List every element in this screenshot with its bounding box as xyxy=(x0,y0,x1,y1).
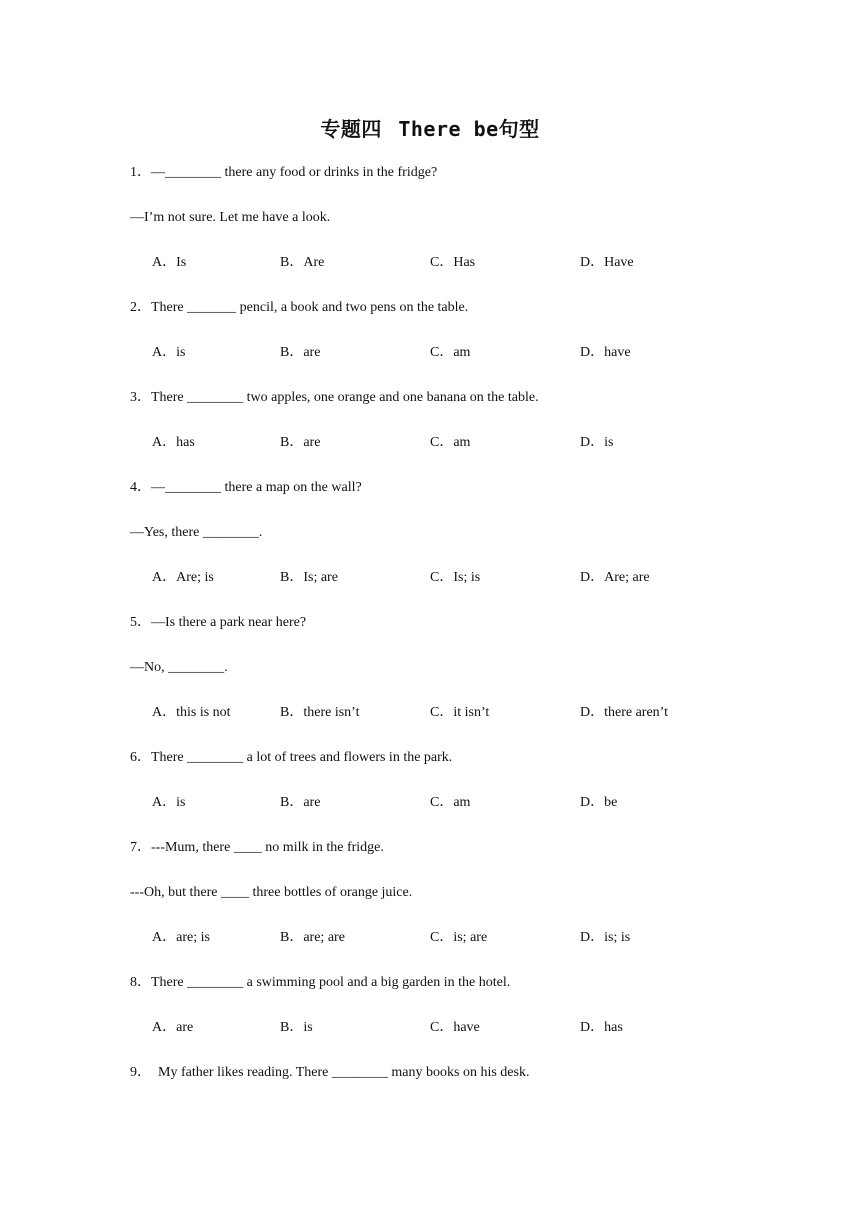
question-7-option-c: C．is; are xyxy=(430,930,488,945)
question-7-option-b: B．are; are xyxy=(280,930,345,945)
question-1-option-a: A．Is xyxy=(152,255,187,270)
question-2-option-c: C．am xyxy=(430,345,471,360)
question-8-option-b: B．is xyxy=(280,1020,313,1035)
question-3-option-a: A．has xyxy=(152,435,195,450)
question-8-option-c: C．have xyxy=(430,1020,480,1035)
question-6-option-d: D．be xyxy=(580,795,618,810)
question-4-line-1: 4．—________ there a map on the wall? xyxy=(130,480,362,495)
title-zh-prefix: 专题四 xyxy=(320,119,382,141)
question-4-option-c: C．Is; is xyxy=(430,570,481,585)
question-5-option-a: A．this is not xyxy=(152,705,231,720)
title-en: There be xyxy=(398,117,499,141)
question-7-line-2: ---Oh, but there ____ three bottles of orange juice. xyxy=(130,885,413,900)
question-9-line-1: 9． My father likes reading. There ________ many books on his desk. xyxy=(130,1065,530,1080)
question-7-option-a: A．are; is xyxy=(152,930,210,945)
question-6-option-b: B．are xyxy=(280,795,321,810)
question-1-option-c: C．Has xyxy=(430,255,476,270)
question-7-line-1: 7．---Mum, there ____ no milk in the fridge. xyxy=(130,840,384,855)
question-8-line-1: 8．There ________ a swimming pool and a big garden in the hotel. xyxy=(130,975,511,990)
question-2-option-d: D．have xyxy=(580,345,631,360)
question-3-line-1: 3．There ________ two apples, one orange and one banana on the table. xyxy=(130,390,539,405)
question-5-line-2: —No, ________. xyxy=(130,660,228,675)
question-1-line-1: 1．—________ there any food or drinks in the fridge? xyxy=(130,165,438,180)
question-4-option-a: A．Are; is xyxy=(152,570,214,585)
question-5-option-d: D．there aren’t xyxy=(580,705,668,720)
question-6-line-1: 6．There ________ a lot of trees and flowers in the park. xyxy=(130,750,453,765)
question-5-option-b: B．there isn’t xyxy=(280,705,360,720)
question-1-option-d: D．Have xyxy=(580,255,634,270)
question-2-option-a: A．is xyxy=(152,345,186,360)
title-zh-suffix: 句型 xyxy=(498,119,540,141)
question-6-option-a: A．is xyxy=(152,795,186,810)
question-1-option-b: B．Are xyxy=(280,255,325,270)
page-title xyxy=(0,113,860,142)
question-7-option-d: D．is; is xyxy=(580,930,631,945)
question-4-option-b: B．Is; are xyxy=(280,570,338,585)
question-8-option-a: A．are xyxy=(152,1020,194,1035)
question-2-line-1: 2．There _______ pencil, a book and two pens on the table. xyxy=(130,300,469,315)
question-1-line-2: —I’m not sure. Let me have a look. xyxy=(130,210,331,225)
question-8-option-d: D．has xyxy=(580,1020,623,1035)
question-5-line-1: 5．—Is there a park near here? xyxy=(130,615,307,630)
question-6-option-c: C．am xyxy=(430,795,471,810)
question-4-option-d: D．Are; are xyxy=(580,570,650,585)
question-3-option-d: D．is xyxy=(580,435,614,450)
question-5-option-c: C．it isn’t xyxy=(430,705,490,720)
question-2-option-b: B．are xyxy=(280,345,321,360)
question-3-option-b: B．are xyxy=(280,435,321,450)
question-4-line-2: —Yes, there ________. xyxy=(130,525,263,540)
question-3-option-c: C．am xyxy=(430,435,471,450)
